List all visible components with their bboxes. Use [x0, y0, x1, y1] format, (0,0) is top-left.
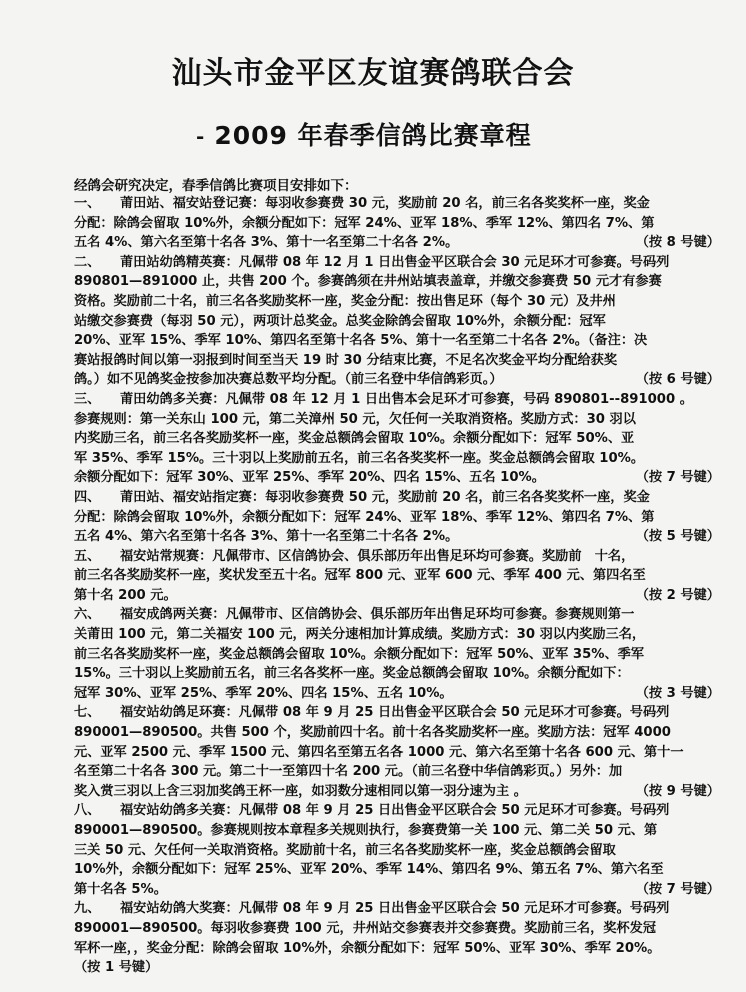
rule-line — [74, 390, 720, 410]
rule-line — [74, 801, 720, 821]
rule-text: 890001—890500。共售 500 个，奖励前四十名。前十名各奖励奖杯一座。奖励方法：冠军 4000 — [74, 725, 671, 741]
key-reference: （按 3 号键） — [635, 685, 720, 701]
rule-line — [74, 605, 720, 625]
key-reference: （按 1 号键） — [74, 960, 159, 976]
rule-text: 五名 4%、第六名至第十名各 3%、第十一名至第二十名各 2%。 — [74, 235, 459, 251]
key-reference: （按 5 号键） — [635, 529, 720, 545]
key-reference: （按 7 号键） — [635, 881, 720, 897]
rule-section — [74, 605, 720, 703]
rule-line — [74, 468, 720, 488]
section-number: 二、 — [74, 254, 101, 270]
rule-text: 关莆田 100 元，第二关福安 100 元，两关分速相加计算成绩。奖励方式：30 羽以内奖励三名， — [74, 627, 646, 643]
rule-section — [74, 253, 720, 390]
rule-text: 名至第二十名各 300 元。第二十一至第四十名 200 元。（前三名登中华信鸽彩页。）另外：加 — [74, 764, 623, 780]
rule-line — [74, 841, 720, 861]
rule-text: 分配：除鸽会留取 10%外，余额分配如下：冠军 24%、亚军 18%、季军 12%、第四名 7%、第 — [74, 215, 655, 231]
rule-section — [74, 899, 720, 977]
rule-line — [74, 351, 720, 371]
rule-line — [74, 194, 720, 214]
rule-text: 余额分配如下：冠军 30%、亚军 25%、季军 20%、四名 15%、五名 10%。 — [74, 470, 545, 486]
rule-section — [74, 488, 720, 547]
key-reference: （按 2 号键） — [635, 587, 720, 603]
rule-text: 内奖励三名，前三名各奖励奖杯一座，奖金总额鸽会留取 10%。余额分配如下：冠军 50%、亚 — [74, 431, 635, 447]
rule-section — [74, 801, 720, 899]
rule-line — [74, 821, 720, 841]
rule-line — [74, 292, 720, 312]
rule-text: 前三名各奖励奖杯一座，奖状发至五十名。冠军 800 元、亚军 600 元、季军 400 元、第四名至 — [74, 568, 646, 584]
rule-section — [74, 547, 720, 606]
rule-line — [74, 664, 720, 684]
key-reference: （按 9 号键） — [635, 783, 720, 799]
rule-text: 第十名 200 元。 — [74, 587, 177, 603]
rule-text: 参赛规则：第一关东山 100 元，第二关漳州 50 元，欠任何一关取消资格。奖励方式：30 羽以 — [74, 411, 636, 427]
rule-section — [74, 390, 720, 488]
rule-line — [74, 919, 720, 939]
rule-line — [74, 586, 720, 606]
section-number: 五、 — [74, 548, 101, 564]
rule-text: 10%外，余额分配如下：冠军 25%、亚军 20%、季军 14%、第四名 9%、第五名 7%、第六名至 — [74, 862, 664, 878]
rule-line — [74, 566, 720, 586]
rule-line — [74, 743, 720, 763]
rule-line — [74, 331, 720, 351]
section-number: 三、 — [74, 391, 101, 407]
rule-line — [74, 684, 720, 704]
section-number: 一、 — [74, 196, 101, 211]
rule-text: 莆田幼鸽多关赛：凡佩带 08 年 12 月 1 日出售本会足环才可参赛，号码 890801--891000 。 — [120, 391, 693, 407]
rule-text: 军 35%、季军 15%。三十羽以上奖励前五名，前三名各奖奖杯一座。奖金总额鸽会留取 10%。 — [74, 450, 645, 466]
rule-text: 站缴交参赛费（每羽 50 元），两项计总奖金。总奖金除鸽会留取 10%外，余额分配：冠军 — [74, 313, 606, 329]
rule-text: 三关 50 元、欠任何一关取消资格。奖励前十名，前三名各奖励奖杯一座，奖金总额鸽会留取 — [74, 842, 616, 858]
rule-section — [74, 194, 720, 253]
rule-text: 福安站幼鸽多关赛：凡佩带 08 年 9 月 25 日出售金平区联合会 50 元足环才可参赛。号码列 — [120, 803, 670, 819]
rule-line — [74, 860, 720, 880]
rule-line — [74, 782, 720, 802]
rule-line — [74, 703, 720, 723]
rule-line — [74, 410, 720, 430]
rule-line — [74, 429, 720, 449]
rule-text: 资格。奖励前二十名，前三名各奖励奖杯一座，奖金分配：按出售足环（每个 30 元）及井州 — [74, 293, 616, 309]
rule-text: 前三名各奖励奖杯一座，奖金总额鸽会留取 10%。余额分配如下：冠军 50%、亚军 35%、季军 — [74, 646, 645, 662]
rules-sections — [74, 194, 720, 978]
rule-text: 元、亚军 2500 元、季军 1500 元、第四名至第五名各 1000 元、第六名至第十名各 600 元、第十一 — [74, 744, 684, 760]
rule-text: 890001—890500。参赛规则按本章程多关规则执行，参赛费第一关 100 元、第二关 50 元、第 — [74, 823, 658, 838]
rule-text: 莆田站幼鸽精英赛：凡佩带 08 年 12 月 1 日出售金平区联合会 30 元足环才可参赛。号码列 — [120, 254, 670, 270]
rule-line — [74, 233, 720, 253]
rule-text: 莆田站、福安站登记赛：每羽收参赛费 30 元，奖励前 20 名，前三名各奖奖杯一座，奖金 — [120, 196, 650, 211]
rule-line — [74, 272, 720, 292]
rule-line — [74, 370, 720, 390]
rule-line — [74, 880, 720, 900]
rule-text: 冠军 30%、亚军 25%、季军 20%、四名 15%、五名 10%。 — [74, 685, 453, 701]
rule-line — [74, 312, 720, 332]
rule-line — [74, 939, 720, 959]
rule-text: 鸽。）如不见鸽奖金按参加决赛总数平均分配。（前三名登中华信鸽彩页。） — [74, 372, 503, 388]
rule-text: 莆田站、福安站指定赛：每羽收参赛费 50 元，奖励前 20 名，前三名各奖奖杯一座，奖金 — [120, 489, 650, 505]
rule-line — [74, 899, 720, 919]
rule-line — [74, 449, 720, 469]
section-number: 四、 — [74, 489, 101, 505]
rule-text: 第十名各 5%。 — [74, 881, 167, 897]
section-number: 八、 — [74, 803, 101, 819]
section-number: 九、 — [74, 901, 101, 917]
rule-line — [74, 253, 720, 273]
subtitle-wrap — [0, 116, 746, 152]
rule-text: 20%、亚军 15%、季军 10%、第四名至第十名各 5%、第十一名至第二十名各 2%。（备注：决 — [74, 333, 648, 349]
rule-text: 福安站幼鸽大奖赛：凡佩带 08 年 9 月 25 日出售金平区联合会 50 元足环才可参赛。号码列 — [120, 901, 670, 917]
rule-text: 福安站常规赛：凡佩带市、区信鸽协会、俱乐部历年出售足环均可参赛。奖励前 十名， — [120, 548, 635, 564]
rule-text: 福安成鸽两关赛：凡佩带市、区信鸽协会、俱乐部历年出售足环均可参赛。参赛规则第一 — [120, 607, 635, 623]
rule-line — [74, 958, 720, 978]
rule-text: 奖入赏三羽以上含三羽加奖鸽王杯一座，如羽数分速相同以第一羽分速为主 。 — [74, 783, 527, 799]
rule-text: 军杯一座，，奖金分配：除鸽会留取 10%外，余额分配如下：冠军 50%、亚军 30%、季军 20%。 — [74, 940, 661, 956]
document-title: 汕头市金平区友谊赛鸽联合会 — [171, 56, 575, 91]
rule-text: 890001—890500。每羽收参赛费 100 元，井州站交参赛表并交参赛费。奖励前三名，奖杯发冠 — [74, 920, 657, 936]
rule-line — [74, 723, 720, 743]
rule-line — [74, 625, 720, 645]
intro-text: 经鸽会研究决定，春季信鸽比赛项目安排如下： — [74, 178, 358, 194]
rule-line — [74, 762, 720, 782]
document-subtitle: 2009 年春季信鸽比赛章程 — [214, 121, 532, 150]
rule-text: 分配：除鸽会留取 10%外，余额分配如下：冠军 24%、亚军 18%、季军 12%、第四名 7%、第 — [74, 509, 655, 525]
rule-text: 五名 4%、第六名至第十名各 3%、第十一名至第二十名各 2%。 — [74, 529, 459, 545]
subtitle-dash: - — [196, 124, 205, 148]
rule-line — [74, 645, 720, 665]
rule-text: 15%。三十羽以上奖励前五名，前三名各奖杯一座。奖金总额鸽会留取 10%。余额分配如下： — [74, 666, 630, 682]
section-number: 六、 — [74, 607, 101, 623]
key-reference: （按 6 号键） — [635, 372, 720, 388]
rule-text: 福安站幼鸽足环赛：凡佩带 08 年 9 月 25 日出售金平区联合会 50 元足环才可参赛。号码列 — [120, 705, 670, 721]
rule-line — [74, 214, 720, 234]
rule-line — [74, 527, 720, 547]
rule-line — [74, 488, 720, 508]
key-reference: （按 8 号键） — [635, 235, 720, 251]
rule-text: 890801—891000 止，共售 200 个。参赛鸽须在井州站填表盖章，并缴交参赛费 50 元才有参赛 — [74, 274, 662, 290]
rule-text: 赛站报鸽时间以第一羽报到时间至当天 19 时 30 分结束比赛，不足名次奖金平均分配给获奖 — [74, 352, 618, 368]
key-reference: （按 7 号键） — [635, 470, 720, 486]
section-number: 七、 — [74, 705, 101, 721]
rule-line — [74, 508, 720, 528]
rule-line — [74, 547, 720, 567]
rule-section — [74, 703, 720, 801]
